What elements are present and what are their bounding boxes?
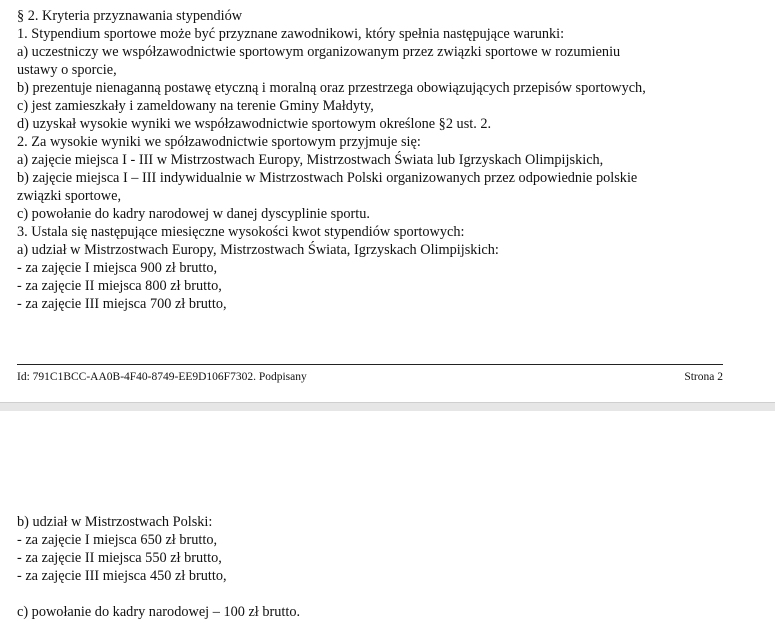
paragraph-line: c) jest zamieszkały i zameldowany na terenie Gminy Małdyty, bbox=[17, 98, 374, 114]
paragraph-line: b) udział w Mistrzostwach Polski: bbox=[17, 514, 213, 530]
paragraph-line: - za zajęcie II miejsca 800 zł brutto, bbox=[17, 278, 222, 294]
blank-line bbox=[17, 585, 755, 603]
paragraph-line: 1. Stypendium sportowe może być przyznane zawodnikowi, który spełnia następujące warunki: bbox=[17, 26, 565, 42]
paragraph-line: - za zajęcie III miejsca 700 zł brutto, bbox=[17, 296, 227, 312]
paragraph-line: - za zajęcie III miejsca 450 zł brutto, bbox=[17, 568, 227, 584]
page-body-text bbox=[17, 513, 755, 621]
paragraph-line: 3. Ustala się następujące miesięczne wysokości kwot stypendiów sportowych: bbox=[17, 224, 465, 240]
paragraph-line: d) uzyskał wysokie wyniki we współzawodnictwie sportowym określone §2 ust. 2. bbox=[17, 116, 492, 132]
page-number-label: Strona 2 bbox=[684, 371, 723, 383]
page-body-text bbox=[17, 7, 755, 313]
paragraph-line: związki sportowe, bbox=[17, 188, 122, 204]
paragraph-line: a) zajęcie miejsca I - III w Mistrzostwach Europy, Mistrzostwach Świata lub Igrzyskach Olimpijskich, bbox=[17, 152, 604, 168]
page-footer bbox=[17, 364, 723, 386]
document-id-text: Id: 791C1BCC-AA0B-4F40-8749-EE9D106F7302. Podpisany bbox=[17, 371, 307, 383]
paragraph-line: b) zajęcie miejsca I – III indywidualnie w Mistrzostwach Polski organizowanych przez odpowiednie polskie bbox=[17, 170, 638, 186]
paragraph-line: c) powołanie do kadry narodowej w danej dyscyplinie sportu. bbox=[17, 206, 370, 222]
paragraph-line: a) udział w Mistrzostwach Europy, Mistrzostwach Świata, Igrzyskach Olimpijskich: bbox=[17, 242, 499, 258]
document-page-3 bbox=[0, 411, 775, 623]
paragraph-line: - za zajęcie I miejsca 650 zł brutto, bbox=[17, 532, 218, 548]
paragraph-line: a) uczestniczy we współzawodnictwie sportowym organizowanym przez związki sportowe w rozumieniu bbox=[17, 44, 621, 60]
paragraph-line: b) prezentuje nienaganną postawę etyczną i moralną oraz przestrzega obowiązujących przepisów sportowych, bbox=[17, 80, 646, 96]
paragraph-line: ustawy o sporcie, bbox=[17, 62, 117, 78]
paragraph-line: c) powołanie do kadry narodowej – 100 zł brutto. bbox=[17, 604, 301, 620]
paragraph-line: - za zajęcie II miejsca 550 zł brutto, bbox=[17, 550, 222, 566]
paragraph-line: - za zajęcie I miejsca 900 zł brutto, bbox=[17, 260, 218, 276]
paragraph-line: 2. Za wysokie wyniki we spółzawodnictwie sportowym przyjmuje się: bbox=[17, 134, 421, 150]
section-heading: § 2. Kryteria przyznawania stypendiów bbox=[17, 8, 243, 24]
